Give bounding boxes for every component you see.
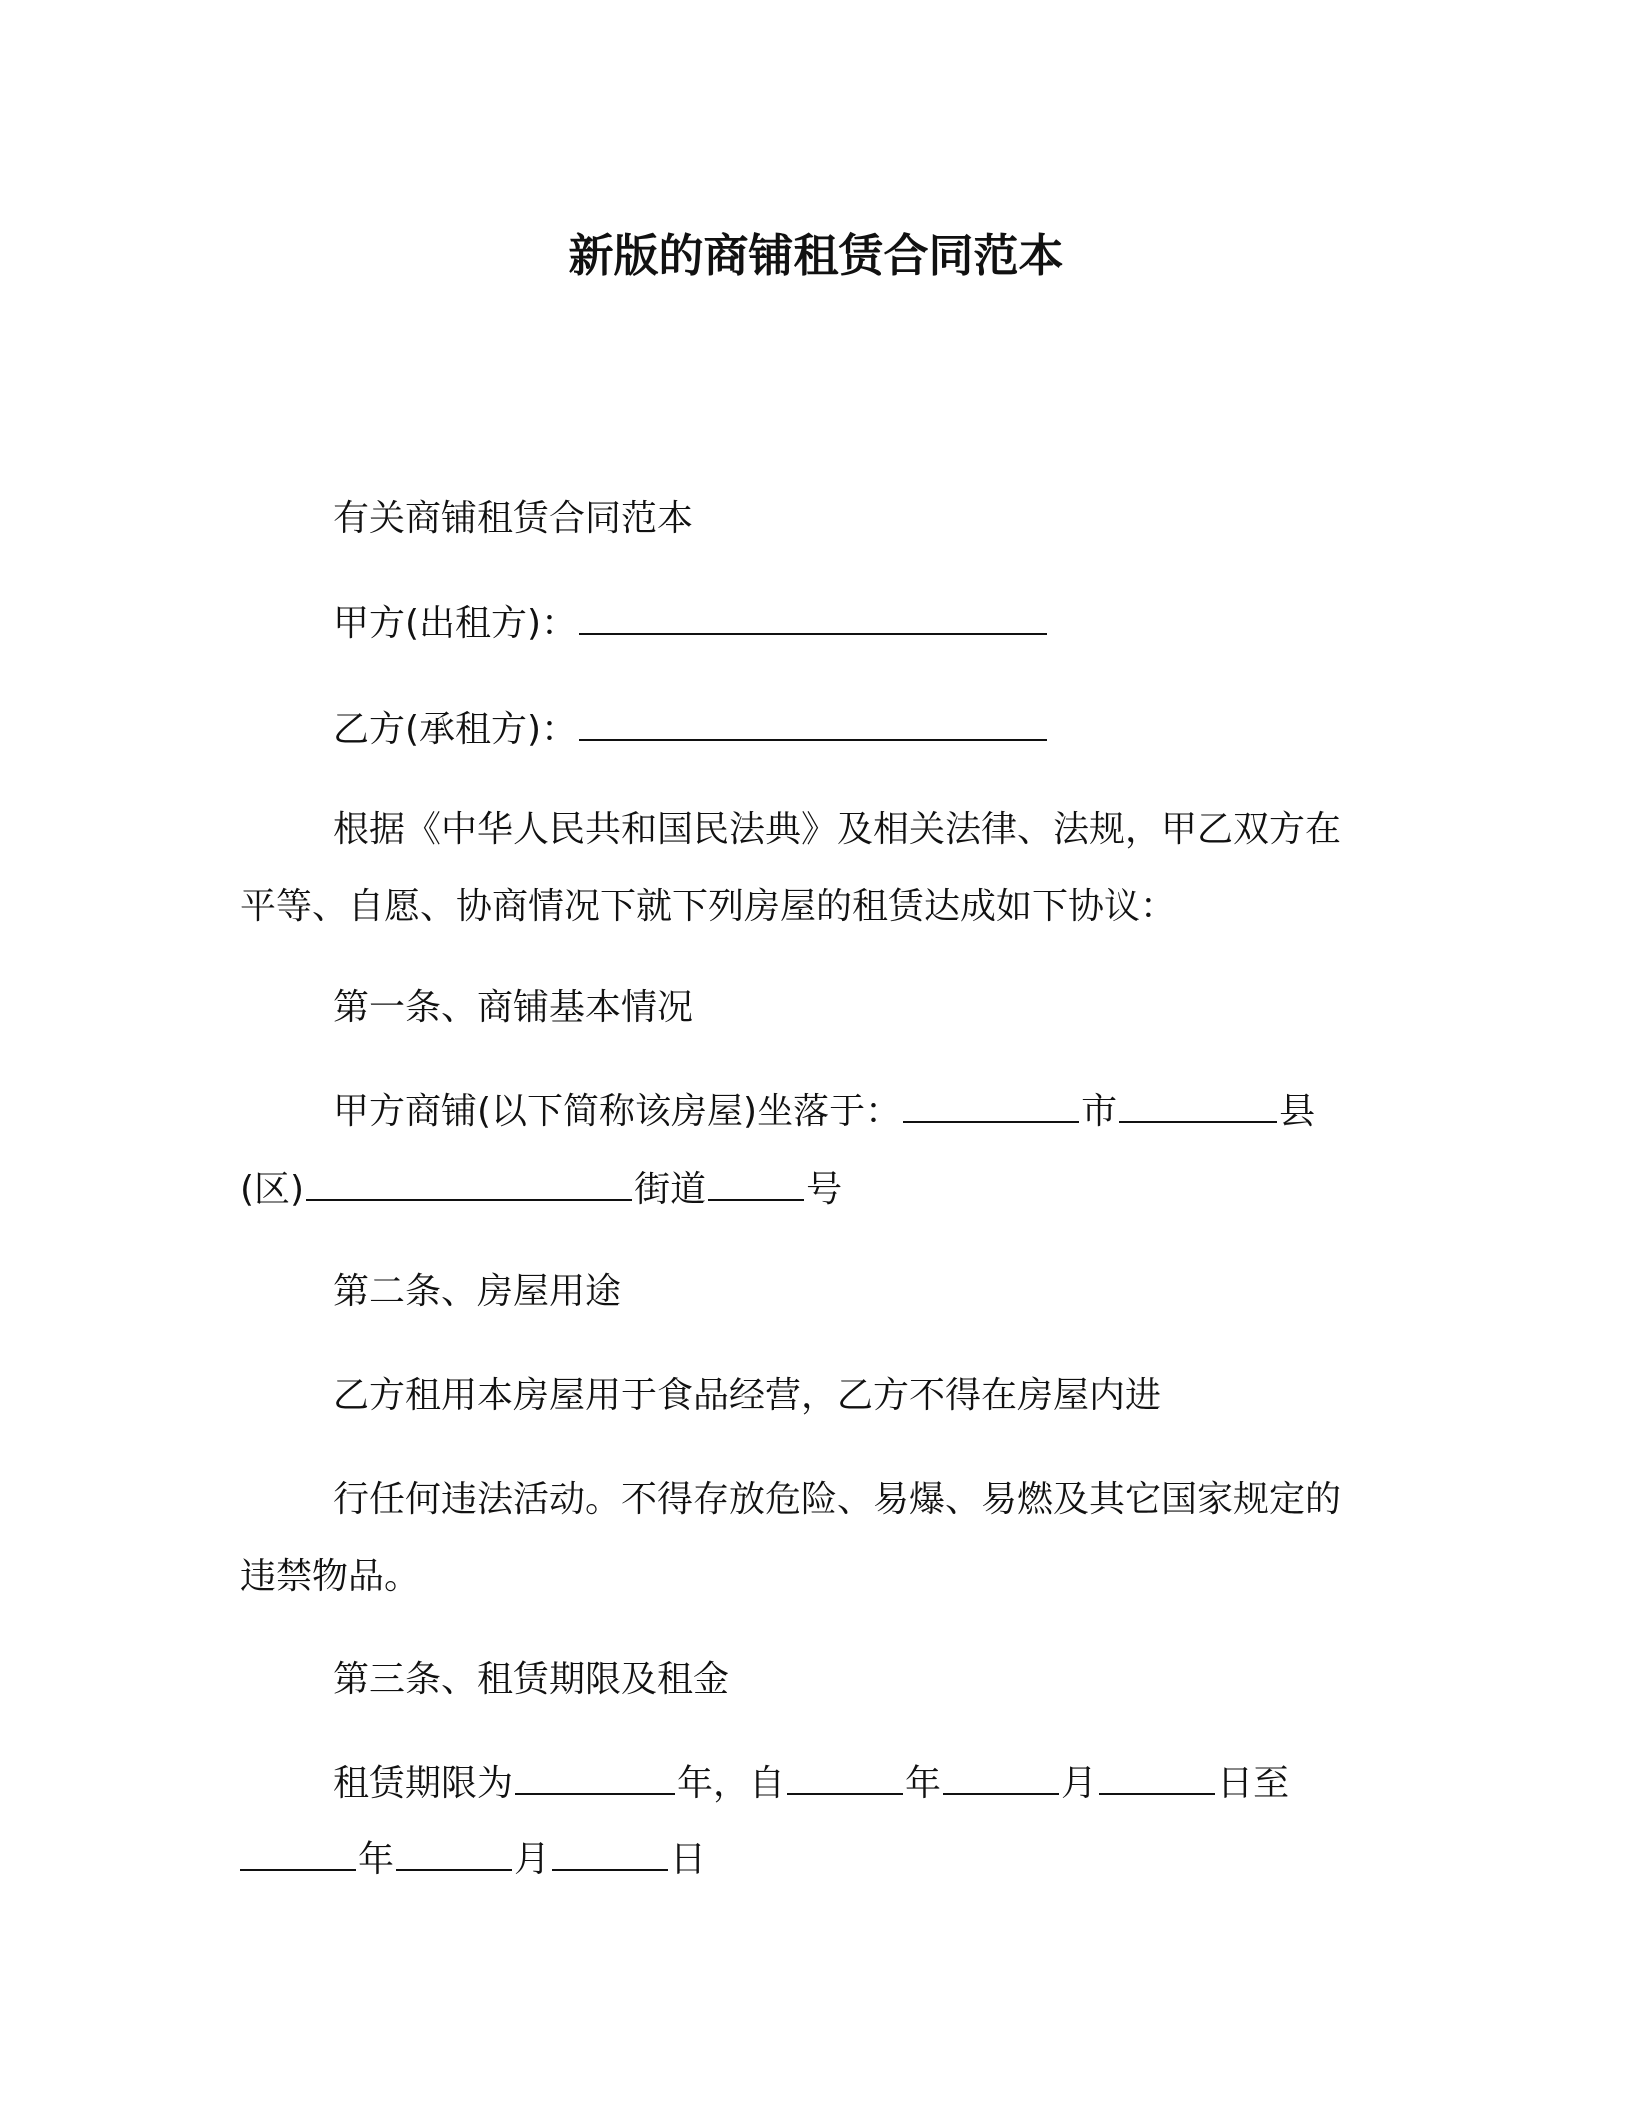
start-month-label: 月: [1061, 1763, 1098, 1804]
article-3-line-1: [333, 1760, 1289, 1808]
preamble-line-2: 平等、自愿、协商情况下就下列房屋的租赁达成如下协议：: [240, 886, 1177, 927]
party-a-blank: [579, 603, 1047, 635]
preamble-line-1: 根据《中华人民共和国民法典》及相关法律、法规，甲乙双方在: [333, 809, 1342, 850]
document-heading: 有关商铺租赁合同范本: [333, 498, 694, 539]
start-month-blank: [943, 1763, 1059, 1795]
start-day-blank: [1099, 1763, 1215, 1795]
article-2-line-1: 乙方租用本房屋用于食品经营，乙方不得在房屋内进: [333, 1375, 1162, 1416]
district-blank: [306, 1169, 632, 1201]
city-label: 市: [1081, 1091, 1118, 1132]
term-label: 租赁期限为: [333, 1763, 514, 1804]
article-2-line-3: 违禁物品。: [240, 1556, 421, 1597]
end-year-blank: [240, 1839, 356, 1871]
end-year-label: 年: [358, 1839, 395, 1880]
article-1-line-1: [333, 1088, 1315, 1136]
street-number-blank: [708, 1169, 804, 1201]
number-label: 号: [806, 1169, 843, 1210]
end-month-label: 月: [514, 1839, 551, 1880]
year-from-label: 年，自: [677, 1763, 786, 1804]
article-3-heading: 第三条、租赁期限及租金: [333, 1659, 730, 1700]
document-title: 新版的商铺租赁合同范本: [568, 229, 1064, 282]
end-month-blank: [396, 1839, 512, 1871]
city-blank: [903, 1091, 1079, 1123]
article-1-heading: 第一条、商铺基本情况: [333, 987, 694, 1028]
end-day-blank: [552, 1839, 668, 1871]
article-3-line-2: [240, 1836, 706, 1884]
street-label: 街道: [634, 1169, 707, 1210]
district-label: (区): [240, 1169, 305, 1210]
start-year-blank: [787, 1763, 903, 1795]
start-year-label: 年: [905, 1763, 942, 1804]
term-years-blank: [515, 1763, 675, 1795]
end-day-label: 日: [670, 1839, 707, 1880]
party-b-blank: [579, 709, 1047, 741]
county-label: 县: [1279, 1091, 1316, 1132]
party-a-label: 甲方(出租方)：: [333, 603, 578, 644]
article-1-location-label: 甲方商铺(以下简称该房屋)坐落于：: [333, 1091, 902, 1132]
day-to-label: 日至: [1217, 1763, 1290, 1804]
article-2-line-2: 行任何违法活动。不得存放危险、易爆、易燃及其它国家规定的: [333, 1479, 1342, 1520]
party-b-line: [333, 706, 1049, 754]
county-blank: [1119, 1091, 1277, 1123]
party-a-line: [333, 600, 1049, 648]
party-b-label: 乙方(承租方)：: [333, 709, 578, 750]
article-1-line-2: [240, 1166, 842, 1214]
article-2-heading: 第二条、房屋用途: [333, 1271, 622, 1312]
